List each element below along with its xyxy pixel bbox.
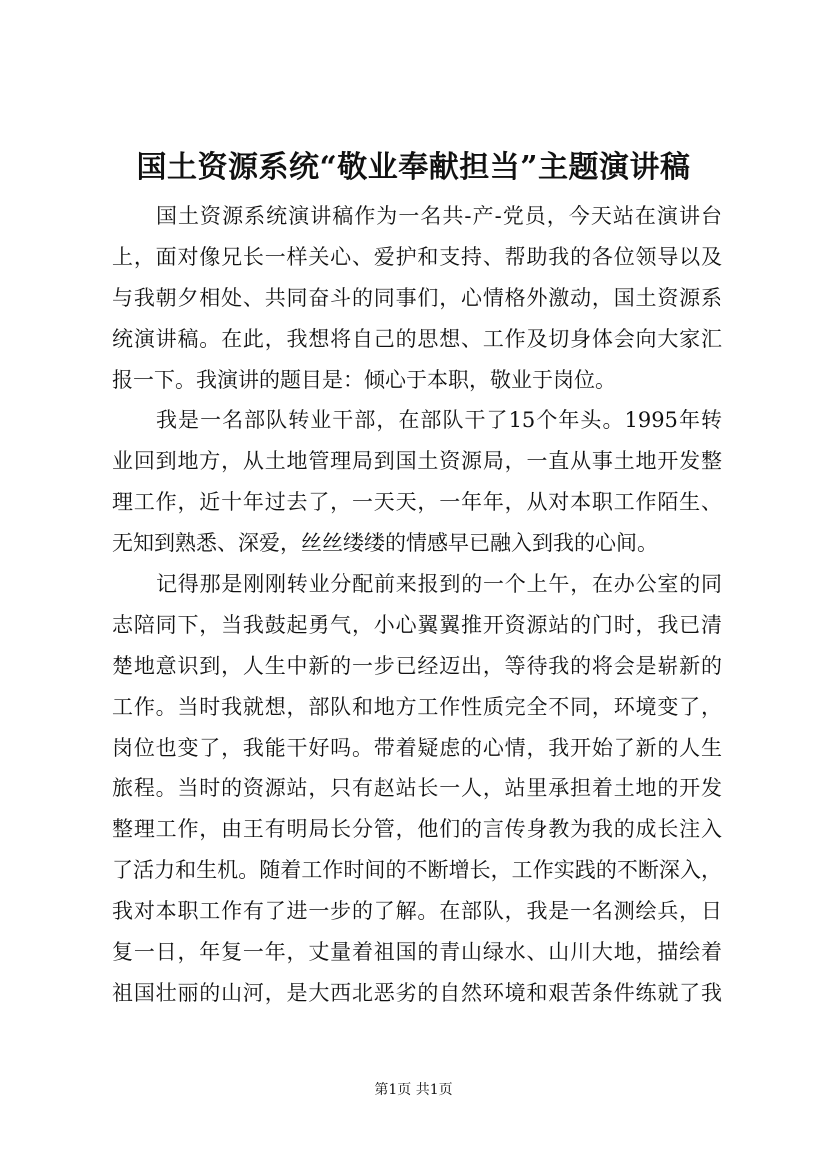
body-line: 复一日，年复一年，丈量着祖国的青山绿水、山川大地，描绘着: [112, 940, 722, 965]
body-line: 了活力和生机。随着工作时间的不断增长，工作实践的不断深入，: [112, 858, 722, 883]
body-line: 祖国壮丽的山河，是大西北恶劣的自然环境和艰苦条件练就了我: [112, 980, 722, 1005]
body-line: 工作。当时我就想，部队和地方工作性质完全不同，环境变了，: [112, 694, 722, 719]
document-body: [112, 196, 722, 1014]
body-line: 国土资源系统演讲稿作为一名共-产-党员，今天站在演讲台: [156, 204, 722, 228]
body-line: 岗位也变了，我能干好吗。带着疑虑的心情，我开始了新的人生: [112, 735, 722, 760]
body-line: 无知到熟悉、深爱，丝丝缕缕的情感早已融入到我的心间。: [112, 531, 658, 556]
body-line: 理工作，近十年过去了，一天天，一年年，从对本职工作陌生、: [112, 490, 722, 515]
body-line: 与我朝夕相处、共同奋斗的同事们，心情格外激动，国土资源系: [112, 285, 722, 310]
body-line: 整理工作，由王有明局长分管，他们的言传身教为我的成长注入: [112, 817, 722, 842]
body-line: 旅程。当时的资源站，只有赵站长一人，站里承担着土地的开发: [112, 776, 722, 801]
body-line: 楚地意识到，人生中新的一步已经迈出，等待我的将会是崭新的: [112, 653, 722, 678]
body-line: 业回到地方，从土地管理局到国土资源局，一直从事土地开发整: [112, 449, 722, 474]
body-line: 上，面对像兄长一样关心、爱护和支持、帮助我的各位领导以及: [112, 244, 722, 269]
body-line: 我是一名部队转业干部，在部队干了15个年头。1995年转: [156, 408, 722, 433]
body-line: 我对本职工作有了进一步的了解。在部队，我是一名测绘兵，日: [112, 899, 722, 924]
body-line: 记得那是刚刚转业分配前来报到的一个上午，在办公室的同: [156, 572, 722, 597]
page-footer: 第1页 共1页: [374, 1082, 453, 1098]
body-line: 报一下。我演讲的题目是：倾心于本职，敬业于岗位。: [112, 367, 616, 392]
document-title: 国土资源系统“敬业奉献担当”主题演讲稿: [136, 150, 691, 185]
body-line: 统演讲稿。在此，我想将自己的思想、工作及切身体会向大家汇: [112, 326, 722, 351]
body-line: 志陪同下，当我鼓起勇气，小心翼翼推开资源站的门时，我已清: [112, 612, 722, 637]
